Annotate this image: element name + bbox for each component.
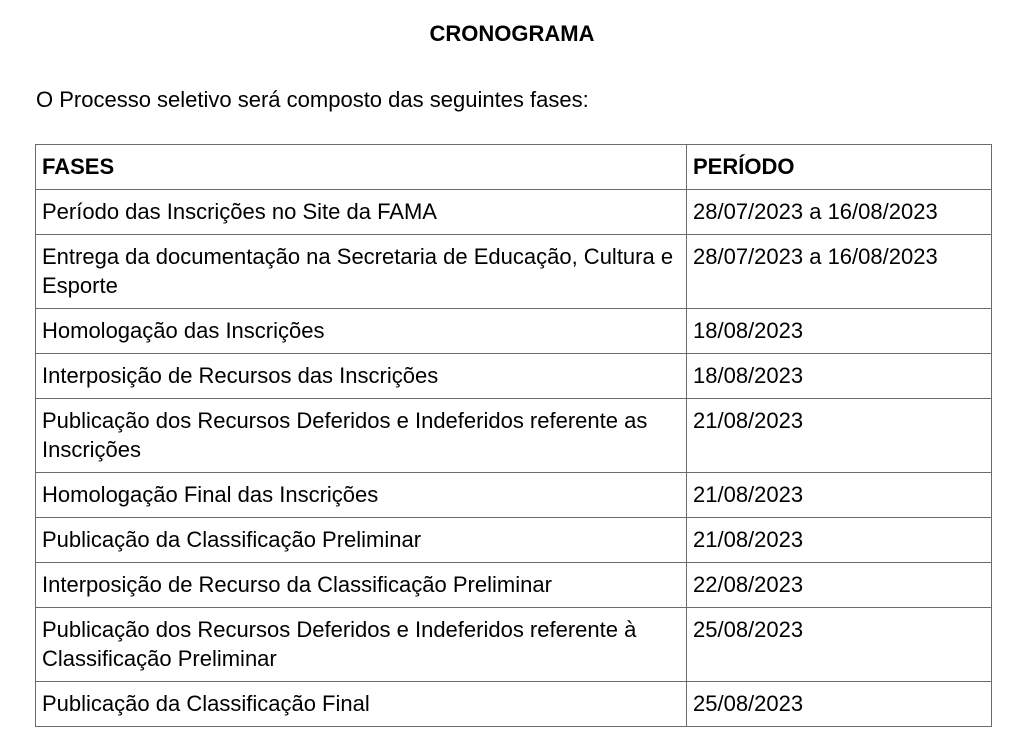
period-cell: 28/07/2023 a 16/08/2023 xyxy=(687,235,992,309)
table-row xyxy=(36,473,992,518)
phase-cell: Publicação dos Recursos Deferidos e Indeferidos referente as Inscrições xyxy=(36,399,687,473)
intro-text: O Processo seletivo será composto das seguintes fases: xyxy=(36,87,589,112)
period-cell: 21/08/2023 xyxy=(687,473,992,518)
document-title: CRONOGRAMA xyxy=(429,21,595,46)
table-row xyxy=(36,563,992,608)
phase-cell: Homologação Final das Inscrições xyxy=(36,473,687,518)
phase-cell: Publicação da Classificação Preliminar xyxy=(36,518,687,563)
period-cell: 25/08/2023 xyxy=(687,682,992,727)
column-header-phases: FASES xyxy=(36,145,687,190)
period-cell: 22/08/2023 xyxy=(687,563,992,608)
period-cell: 18/08/2023 xyxy=(687,354,992,399)
phase-cell: Publicação dos Recursos Deferidos e Indeferidos referente à Classificação Preliminar xyxy=(36,608,687,682)
table-row xyxy=(36,309,992,354)
period-cell: 18/08/2023 xyxy=(687,309,992,354)
table-row xyxy=(36,235,992,309)
phase-cell: Interposição de Recursos das Inscrições xyxy=(36,354,687,399)
phase-cell: Homologação das Inscrições xyxy=(36,309,687,354)
table-row xyxy=(36,518,992,563)
period-cell: 25/08/2023 xyxy=(687,608,992,682)
table-header-row xyxy=(36,145,992,190)
phase-cell: Publicação da Classificação Final xyxy=(36,682,687,727)
table-row xyxy=(36,399,992,473)
table-row xyxy=(36,608,992,682)
schedule-table xyxy=(35,144,992,727)
table-row xyxy=(36,190,992,235)
phase-cell: Entrega da documentação na Secretaria de Educação, Cultura e Esporte xyxy=(36,235,687,309)
column-header-period: PERÍODO xyxy=(687,145,992,190)
phase-cell: Interposição de Recurso da Classificação Preliminar xyxy=(36,563,687,608)
period-cell: 28/07/2023 a 16/08/2023 xyxy=(687,190,992,235)
table-row xyxy=(36,354,992,399)
table-row xyxy=(36,682,992,727)
period-cell: 21/08/2023 xyxy=(687,518,992,563)
phase-cell: Período das Inscrições no Site da FAMA xyxy=(36,190,687,235)
period-cell: 21/08/2023 xyxy=(687,399,992,473)
